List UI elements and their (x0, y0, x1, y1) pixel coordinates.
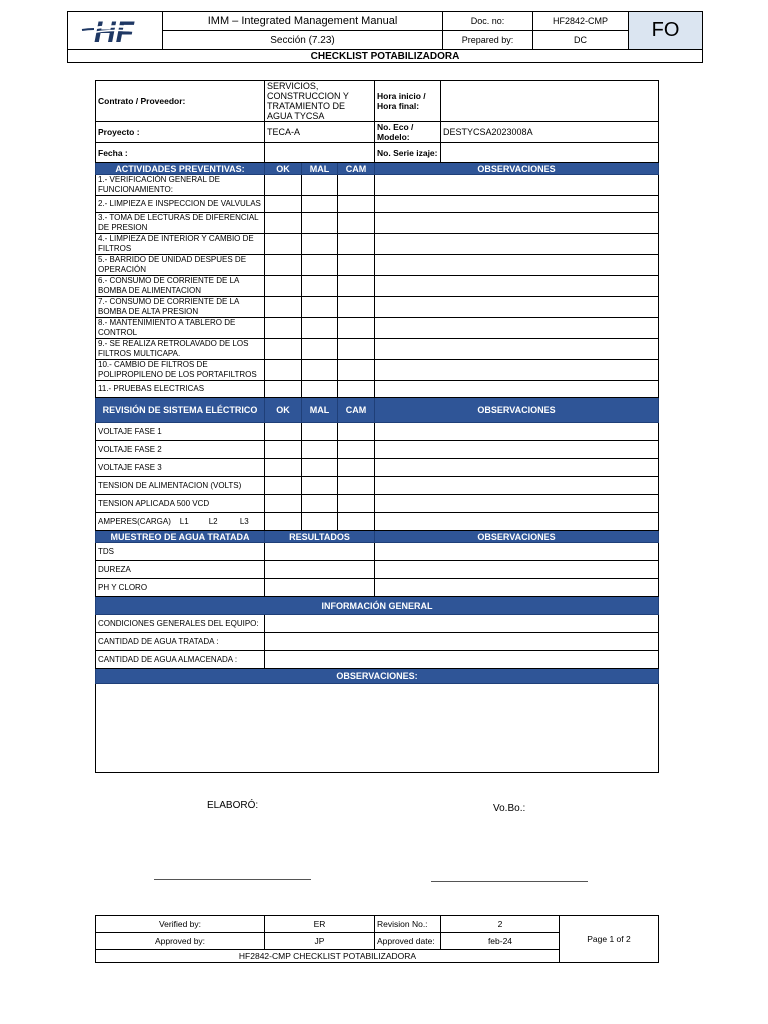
document-footer (95, 915, 659, 963)
checklist-form (95, 80, 659, 773)
observation-field[interactable] (375, 381, 659, 398)
cam-checkbox[interactable] (338, 175, 375, 196)
observation-field[interactable] (375, 513, 659, 531)
mal-checkbox[interactable] (302, 495, 338, 513)
preventivas-row (96, 297, 659, 318)
cam-checkbox[interactable] (338, 360, 375, 381)
document-header (67, 11, 703, 63)
activity-label: 5.- BARRIDO DE UNIDAD DESPUES DE OPERACIÓN (96, 255, 265, 276)
serie-label: No. Serie izaje: (375, 143, 441, 163)
mal-checkbox[interactable] (302, 196, 338, 213)
ok-checkbox[interactable] (265, 477, 302, 495)
general-rows (96, 615, 659, 669)
activity-label: 9.- SE REALIZA RETROLAVADO DE LOS FILTROS MULTICAPA. (96, 339, 265, 360)
footer-doc-ref: HF2842-CMP CHECKLIST POTABILIZADORA (96, 950, 560, 963)
ok-checkbox[interactable] (265, 360, 302, 381)
cam-checkbox[interactable] (338, 276, 375, 297)
activity-label: 6.- CONSUMO DE CORRIENTE DE LA BOMBA DE ALIMENTACION (96, 276, 265, 297)
observation-field[interactable] (375, 459, 659, 477)
general-item-label: CANTIDAD DE AGUA TRATADA : (96, 633, 265, 651)
prepared-value: DC (533, 31, 629, 50)
activity-label: 10.- CAMBIO DE FILTROS DE POLIPROPILENO DE LOS PORTAFILTROS (96, 360, 265, 381)
hf-logo-icon (80, 13, 150, 47)
prepared-label: Prepared by: (443, 31, 533, 50)
muestreo-row (96, 579, 659, 597)
preventivas-row (96, 381, 659, 398)
sample-label: TDS (96, 543, 265, 561)
preventivas-row (96, 276, 659, 297)
electrico-cam-header: CAM (338, 398, 375, 423)
ok-checkbox[interactable] (265, 381, 302, 398)
electrico-ok-header: OK (265, 398, 302, 423)
muestreo-row (96, 561, 659, 579)
mal-checkbox[interactable] (302, 360, 338, 381)
ok-checkbox[interactable] (265, 339, 302, 360)
mal-checkbox[interactable] (302, 234, 338, 255)
eco-value: DESTYCSA2023008A (441, 122, 659, 143)
sample-label: PH Y CLORO (96, 579, 265, 597)
electrico-obs-header: OBSERVACIONES (375, 398, 659, 423)
cam-checkbox[interactable] (338, 213, 375, 234)
electrico-row (96, 513, 659, 531)
mal-checkbox[interactable] (302, 513, 338, 531)
observation-field[interactable] (375, 360, 659, 381)
electrical-item-label: TENSION DE ALIMENTACION (VOLTS) (96, 477, 265, 495)
ok-checkbox[interactable] (265, 297, 302, 318)
general-row (96, 633, 659, 651)
contrato-label: Contrato / Proveedor: (96, 81, 265, 122)
ok-checkbox[interactable] (265, 513, 302, 531)
result-field[interactable] (265, 561, 375, 579)
cam-checkbox[interactable] (338, 255, 375, 276)
mal-checkbox[interactable] (302, 477, 338, 495)
observation-field[interactable] (375, 543, 659, 561)
hora-label: Hora inicio / Hora final: (375, 81, 441, 122)
revision-label: Revision No.: (375, 916, 441, 933)
mal-checkbox[interactable] (302, 423, 338, 441)
electrico-heading: REVISIÓN DE SISTEMA ELÉCTRICO (96, 398, 265, 423)
electrico-rows (96, 423, 659, 531)
mal-checkbox[interactable] (302, 297, 338, 318)
observation-field[interactable] (375, 175, 659, 196)
mal-checkbox[interactable] (302, 459, 338, 477)
observation-field[interactable] (375, 477, 659, 495)
proyecto-label: Proyecto : (96, 122, 265, 143)
cam-checkbox[interactable] (338, 423, 375, 441)
elaboro-label: ELABORÓ: (207, 800, 259, 811)
electrico-row (96, 441, 659, 459)
general-item-label: CONDICIONES GENERALES DEL EQUIPO: (96, 615, 265, 633)
mal-checkbox[interactable] (302, 213, 338, 234)
preventivas-row (96, 175, 659, 196)
ok-checkbox[interactable] (265, 196, 302, 213)
company-logo (68, 12, 163, 50)
electrico-row (96, 495, 659, 513)
muestreo-row (96, 543, 659, 561)
activity-label: 1.- VERIFICACIÓN GENERAL DE FUNCIONAMIENTO: (96, 175, 265, 196)
ok-checkbox[interactable] (265, 255, 302, 276)
electrico-row (96, 477, 659, 495)
activity-label: 4.- LIMPIEZA DE INTERIOR Y CAMBIO DE FILTROS (96, 234, 265, 255)
observation-field[interactable] (375, 297, 659, 318)
fecha-label: Fecha : (96, 143, 265, 163)
observation-field[interactable] (375, 579, 659, 597)
revision-value: 2 (441, 916, 560, 933)
electrical-item-label: VOLTAJE FASE 2 (96, 441, 265, 459)
mal-checkbox[interactable] (302, 381, 338, 398)
observation-field[interactable] (375, 441, 659, 459)
preventivas-row (96, 255, 659, 276)
serie-field[interactable] (441, 143, 659, 163)
electrical-item-label: VOLTAJE FASE 1 (96, 423, 265, 441)
activity-label: 11.- PRUEBAS ELECTRICAS (96, 381, 265, 398)
ok-checkbox[interactable] (265, 423, 302, 441)
general-row (96, 615, 659, 633)
mal-checkbox[interactable] (302, 339, 338, 360)
electrico-row (96, 459, 659, 477)
observation-field[interactable] (375, 561, 659, 579)
verified-value: ER (265, 916, 375, 933)
approved-date-label: Approved date: (375, 933, 441, 950)
preventivas-row (96, 339, 659, 360)
approved-date-value: feb-24 (441, 933, 560, 950)
preventivas-row (96, 234, 659, 255)
observaciones-heading: OBSERVACIONES: (96, 669, 659, 684)
observation-field[interactable] (375, 213, 659, 234)
fo-box: FO (629, 12, 703, 50)
ok-checkbox[interactable] (265, 441, 302, 459)
eco-label: No. Eco / Modelo: (375, 122, 441, 143)
contrato-value: SERVICIOS, CONSTRUCCION Y TRATAMIENTO DE AGUA TYCSA (265, 81, 375, 122)
general-row (96, 651, 659, 669)
cam-checkbox[interactable] (338, 297, 375, 318)
observaciones-textarea[interactable] (96, 684, 659, 773)
ok-checkbox[interactable] (265, 175, 302, 196)
result-field[interactable] (265, 579, 375, 597)
observation-field[interactable] (375, 318, 659, 339)
electrico-mal-header: MAL (302, 398, 338, 423)
preventivas-ok-header: OK (265, 163, 302, 175)
preventivas-heading: ACTIVIDADES PREVENTIVAS: (96, 163, 265, 175)
cam-checkbox[interactable] (338, 441, 375, 459)
ok-checkbox[interactable] (265, 495, 302, 513)
cam-checkbox[interactable] (338, 339, 375, 360)
preventivas-row (96, 360, 659, 381)
activity-label: 8.- MANTENIMIENTO A TABLERO DE CONTROL (96, 318, 265, 339)
observation-field[interactable] (375, 339, 659, 360)
general-item-label: CANTIDAD DE AGUA ALMACENADA : (96, 651, 265, 669)
electrical-item-label: VOLTAJE FASE 3 (96, 459, 265, 477)
preventivas-rows (96, 175, 659, 398)
cam-checkbox[interactable] (338, 234, 375, 255)
observation-field[interactable] (375, 255, 659, 276)
electrical-item-label: TENSION APLICADA 500 VCD (96, 495, 265, 513)
mal-checkbox[interactable] (302, 318, 338, 339)
svg-text:HF: HF (94, 15, 134, 47)
ok-checkbox[interactable] (265, 318, 302, 339)
activity-label: 2.- LIMPIEZA E INSPECCION DE VALVULAS (96, 196, 265, 213)
observation-field[interactable] (375, 234, 659, 255)
general-value-field[interactable] (265, 633, 659, 651)
proyecto-value: TECA-A (265, 122, 375, 143)
ok-checkbox[interactable] (265, 459, 302, 477)
observation-field[interactable] (375, 276, 659, 297)
fecha-field[interactable] (265, 143, 375, 163)
observation-field[interactable] (375, 423, 659, 441)
verified-label: Verified by: (96, 916, 265, 933)
electrical-item-label: AMPERES(CARGA) L1 L2 L3 (96, 513, 265, 531)
ok-checkbox[interactable] (265, 213, 302, 234)
muestreo-rows (96, 543, 659, 597)
general-heading: INFORMACIÓN GENERAL (96, 597, 659, 615)
cam-checkbox[interactable] (338, 381, 375, 398)
doc-no-value: HF2842-CMP (533, 12, 629, 31)
vobo-label: Vo.Bo.: (493, 803, 526, 814)
preventivas-mal-header: MAL (302, 163, 338, 175)
cam-checkbox[interactable] (338, 196, 375, 213)
mal-checkbox[interactable] (302, 255, 338, 276)
page-indicator: Page 1 of 2 (560, 916, 659, 963)
elaboro-signature-line[interactable] (154, 879, 311, 880)
preventivas-row (96, 213, 659, 234)
ok-checkbox[interactable] (265, 234, 302, 255)
general-value-field[interactable] (265, 651, 659, 669)
approved-value: JP (265, 933, 375, 950)
preventivas-row (96, 318, 659, 339)
muestreo-obs-header: OBSERVACIONES (375, 531, 659, 543)
preventivas-row (96, 196, 659, 213)
observation-field[interactable] (375, 495, 659, 513)
cam-checkbox[interactable] (338, 459, 375, 477)
mal-checkbox[interactable] (302, 441, 338, 459)
manual-title: IMM – Integrated Management Manual (163, 12, 443, 31)
result-field[interactable] (265, 543, 375, 561)
sample-label: DUREZA (96, 561, 265, 579)
document-title: CHECKLIST POTABILIZADORA (68, 50, 703, 63)
preventivas-cam-header: CAM (338, 163, 375, 175)
approved-label: Approved by: (96, 933, 265, 950)
preventivas-obs-header: OBSERVACIONES (375, 163, 659, 175)
general-value-field[interactable] (265, 615, 659, 633)
mal-checkbox[interactable] (302, 276, 338, 297)
resultados-header: RESULTADOS (265, 531, 375, 543)
cam-checkbox[interactable] (338, 477, 375, 495)
section-label: Sección (7.23) (163, 31, 443, 50)
observation-field[interactable] (375, 196, 659, 213)
electrico-row (96, 423, 659, 441)
hora-field[interactable] (441, 81, 659, 122)
vobo-signature-line[interactable] (431, 881, 588, 882)
activity-label: 7.- CONSUMO DE CORRIENTE DE LA BOMBA DE ALTA PRESION (96, 297, 265, 318)
doc-no-label: Doc. no: (443, 12, 533, 31)
cam-checkbox[interactable] (338, 513, 375, 531)
muestreo-heading: MUESTREO DE AGUA TRATADA (96, 531, 265, 543)
mal-checkbox[interactable] (302, 175, 338, 196)
activity-label: 3.- TOMA DE LECTURAS DE DIFERENCIAL DE PRESION (96, 213, 265, 234)
cam-checkbox[interactable] (338, 318, 375, 339)
cam-checkbox[interactable] (338, 495, 375, 513)
ok-checkbox[interactable] (265, 276, 302, 297)
